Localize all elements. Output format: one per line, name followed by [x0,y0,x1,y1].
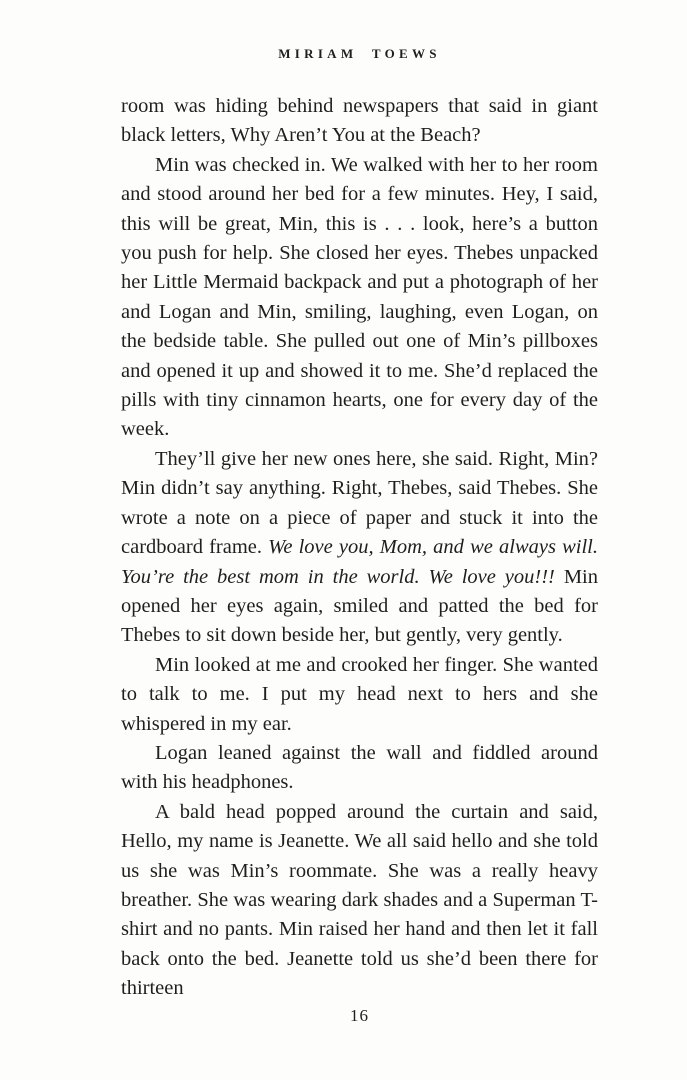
paragraph [121,151,598,445]
page-number: 16 [349,1006,370,1025]
paragraph [121,739,598,798]
italic-run: We love you, Mom, and we always will. You’re the best mom in the world. We love you!!! [121,536,598,588]
paragraph [121,651,598,739]
text-run: A bald head popped around the curtain and said, Hello, my name is Jeanette. We all said hello and she told us she was Min’s roommate. She was a really heavy breather. She was wearing dark shades and a Superman T-shirt and no pants. Min raised her hand and then let it fall back onto the bed. Jeanette told us she’d been there for thirteen [121,800,598,1000]
paragraph [121,445,598,651]
text-run: Min looked at me and crooked her finger. She wanted to talk to me. I put my head next to hers and she whispered in my ear. [121,653,598,735]
text-run: room was hiding behind newspapers that said in giant black letters, Why Aren’t You at the Beach? [121,95,598,147]
running-header: MIRIAM TOEWS [278,46,441,61]
text-run: Min was checked in. We walked with her to her room and stood around her bed for a few minutes. Hey, I said, this will be great, Min, this is . . . look, here’s a button you push for help. She closed her eyes. Thebes unpacked her Little Mermaid backpack and put a photograph of her and Logan and Min, smiling, laughing, even Logan, on the bedside table. She pulled out one of Min’s pillboxes and opened it up and showed it to me. She’d replaced the pills with tiny cinnamon hearts, one for every day of the week. [121,153,598,441]
body-text [121,92,598,1004]
text-run: Logan leaned against the wall and fiddled around with his headphones. [121,741,598,794]
paragraph [121,798,598,1004]
text-run: Min opened her eyes again, smiled and patted the bed for Thebes to sit down beside her, but gently, very gently. [121,565,598,647]
paragraph [121,92,598,151]
text-run: They’ll give her new ones here, she said. Right, Min? Min didn’t say anything. Right, Thebes, said Thebes. She wrote a note on a piece of paper and stuck it into the cardboard frame. [121,447,598,559]
